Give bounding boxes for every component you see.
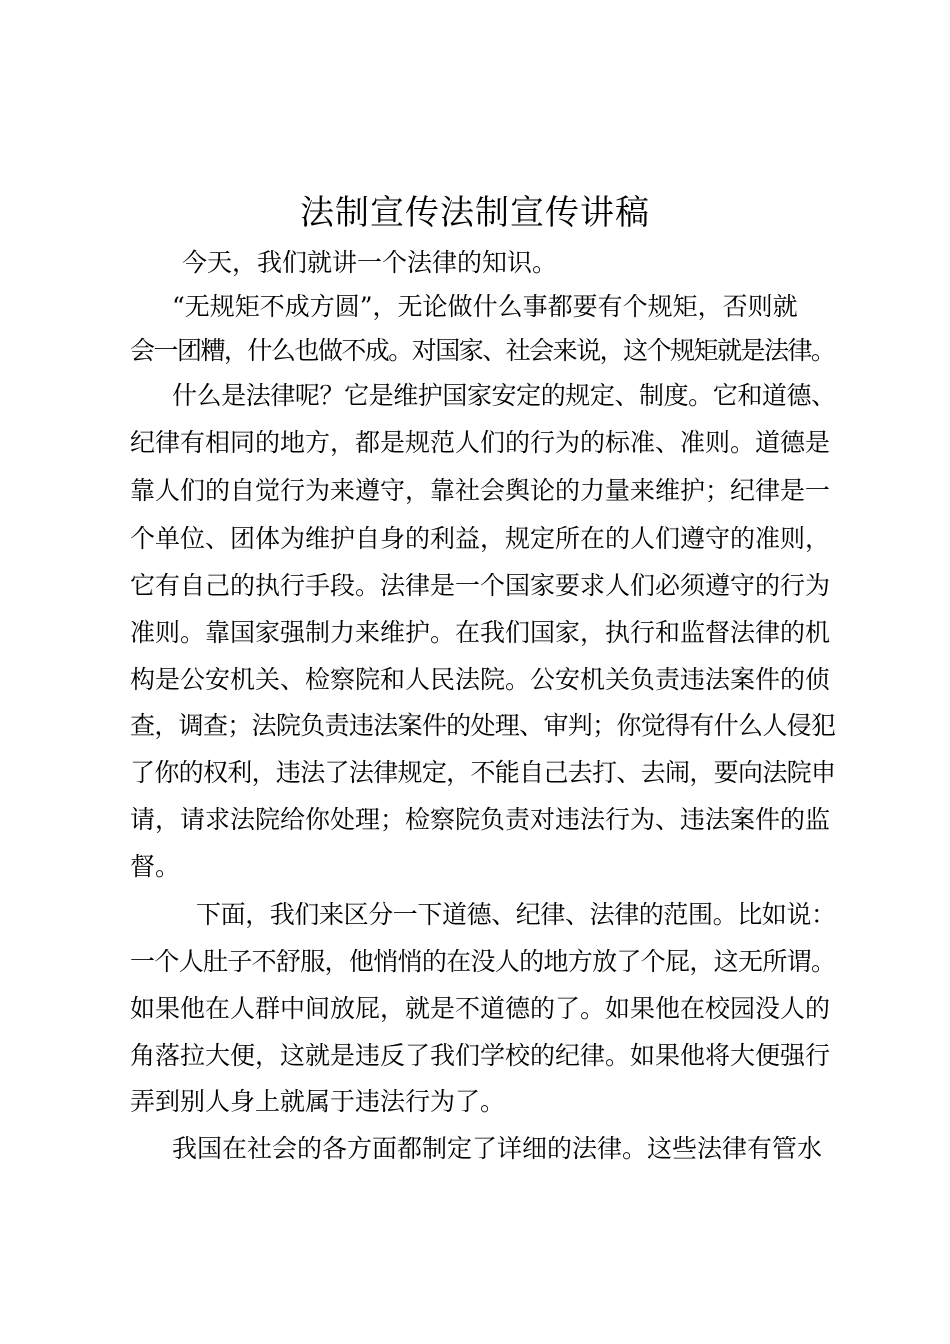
body-line: 了你的权利，违法了法律规定，不能自己去打、去闹，要向法院申 (130, 758, 836, 787)
body-line: 督。 (130, 852, 181, 881)
body-line: 构是公安机关、检察院和人民法院。公安机关负责违法案件的侦 (130, 665, 831, 694)
body-line: 今天，我们就讲一个法律的知识。 (182, 248, 558, 277)
body-line: 纪律有相同的地方，都是规范人们的行为的标准、准则。道德是 (130, 428, 831, 457)
body-line: 靠人们的自觉行为来遵守，靠社会舆论的力量来维护；纪律是一 (130, 476, 831, 505)
body-line: 查，调查；法院负责违法案件的处理、审判；你觉得有什么人侵犯 (130, 711, 836, 740)
body-line: 请，请求法院给你处理；检察院负责对违法行为、违法案件的监 (130, 805, 831, 834)
document-title: 法制宣传法制宣传讲稿 (300, 193, 650, 233)
body-line: 它有自己的执行手段。法律是一个国家要求人们必须遵守的行为 (130, 571, 831, 600)
body-line: 我国在社会的各方面都制定了详细的法律。这些法律有管水 (172, 1134, 823, 1163)
body-line: 角落拉大便，这就是违反了我们学校的纪律。如果他将大便强行 (130, 1041, 831, 1070)
body-line: 一个人肚子不舒服，他悄悄的在没人的地方放了个屁，这无所谓。 (130, 947, 836, 976)
body-line: 下面，我们来区分一下道德、纪律、法律的范围。比如说： (196, 900, 836, 929)
body-line: 如果他在人群中间放屁，就是不道德的了。如果他在校园没人的 (130, 994, 831, 1023)
body-line: 会一团糟，什么也做不成。对国家、社会来说，这个规矩就是法律。 (130, 336, 835, 365)
body-line: 准则。靠国家强制力来维护。在我们国家，执行和监督法律的机 (130, 618, 831, 647)
body-line: 什么是法律呢？它是维护国家安定的规定、制度。它和道德、 (172, 381, 836, 410)
body-line: 个单位、团体为维护自身的利益，规定所在的人们遵守的准则， (130, 524, 831, 553)
body-line: 弄到别人身上就属于违法行为了。 (130, 1087, 506, 1116)
body-line: “无规矩不成方圆”，无论做什么事都要有个规矩，否则就 (172, 292, 798, 321)
